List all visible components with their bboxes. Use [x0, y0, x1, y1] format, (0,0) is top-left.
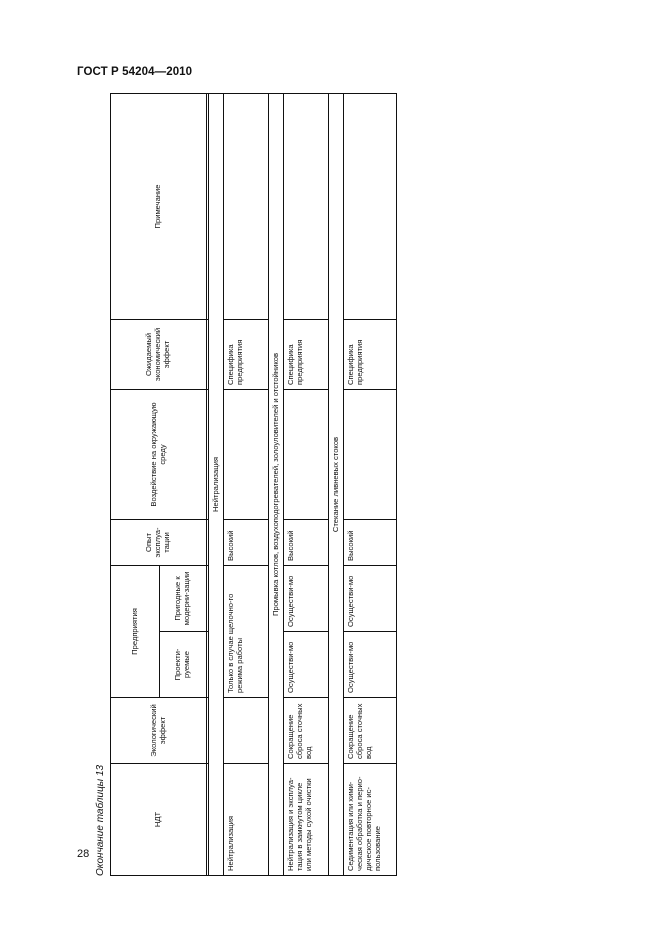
cell-modernization: Осуществи-мо: [344, 565, 397, 631]
cell-environment: [344, 389, 397, 519]
cell-ndt: Седиментация или хими-ческая обработка и перио-дическое повторное ис-пользование: [344, 764, 397, 876]
col-header-economic: Ожидаемый экономический эффект: [111, 319, 207, 389]
cell-note: [344, 93, 397, 319]
table-row: [224, 93, 269, 875]
page-number: 28: [77, 848, 90, 860]
cell-environment: [224, 389, 269, 519]
cell-experience: Высокий: [284, 519, 329, 565]
col-header-enterprises: Предприятия: [111, 565, 160, 697]
table-row: [284, 93, 329, 875]
col-header-designed: Проекти-руемые: [160, 632, 207, 698]
cell-environment: [284, 389, 329, 519]
document-title: ГОСТ Р 54204—2010: [77, 66, 193, 78]
cell-note: [224, 93, 269, 319]
cell-ndt: Нейтрализация: [224, 764, 269, 876]
col-header-ndt: НДТ: [111, 764, 207, 876]
col-header-experience: Опыт эксплуа-тации: [111, 519, 207, 565]
cell-modernization: Осуществи-мо: [284, 565, 329, 631]
cell-economic: Специфика предприятия: [284, 319, 329, 389]
cell-designed: Осуществи-мо: [344, 632, 397, 698]
section-row: [209, 93, 224, 875]
table-caption: Окончание таблицы 13: [95, 764, 106, 876]
cell-experience: Высокий: [344, 519, 397, 565]
section-title: Нейтрализация: [209, 93, 224, 875]
col-header-environment: Воздействие на окружающую среду: [111, 389, 207, 519]
cell-economic: Специфика предприятия: [224, 319, 269, 389]
cell-economic: Специфика предприятия: [344, 319, 397, 389]
cell-designed: Осуществи-мо: [284, 632, 329, 698]
table-header-row: [111, 93, 160, 875]
col-header-modernization: Пригодные к модерни-зации: [160, 565, 207, 631]
rotated-table-block: [94, 94, 398, 876]
col-header-eco-effect: Экологический эффект: [111, 698, 207, 764]
cell-eco-effect: Сокращение сброса сточных вод: [344, 698, 397, 764]
section-title: Промывка котлов, воздухоподогревателей, золоуловителей и отстойников: [269, 93, 284, 875]
section-row: [269, 93, 284, 875]
table-row: [344, 93, 397, 875]
cell-eco-effect: [224, 698, 269, 764]
cell-experience: Высокий: [224, 519, 269, 565]
cell-eco-effect: Сокращение сброса сточных вод: [284, 698, 329, 764]
cell-enterprises-merged: Только в случае щелочно-го режима работы: [224, 565, 269, 697]
cell-ndt: Нейтрализация и эксплуа-тация в замкнутом цикле или методы сухой очистки: [284, 764, 329, 876]
ndt-table: [110, 93, 397, 876]
cell-note: [284, 93, 329, 319]
section-title: Стекание ливневых стоков: [329, 93, 344, 875]
col-header-note: Примечание: [111, 93, 207, 319]
section-row: [329, 93, 344, 875]
